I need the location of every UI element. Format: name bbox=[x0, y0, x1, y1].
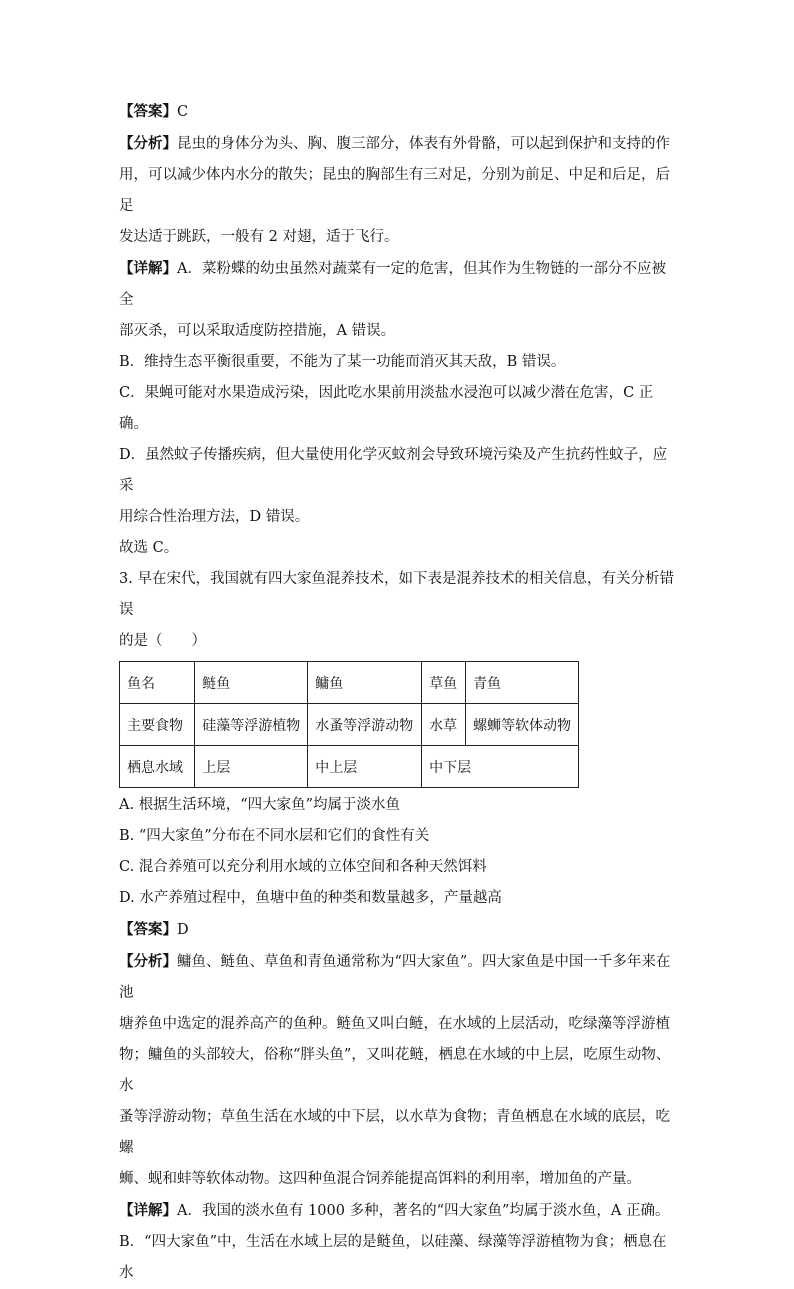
analysis-text: 昆虫的身体分为头、胸、腹三部分，体表有外骨骼，可以起到保护和支持的作 bbox=[177, 136, 670, 152]
q2-analysis-line-2: 用，可以减少体内水分的散失；昆虫的胸部生有三对足，分别为前足、中足和后足，后足 bbox=[119, 167, 670, 214]
q2-detail-line-2: 部灭杀，可以采取适度防控措施，A 错误。 bbox=[119, 323, 396, 339]
q3-analysis-line-1 bbox=[119, 946, 679, 1009]
document-content bbox=[119, 96, 679, 1289]
answer-label: 【答案】 bbox=[119, 921, 177, 938]
q2-conclusion: 故选 C。 bbox=[119, 540, 179, 556]
answer-value: C bbox=[177, 104, 189, 120]
q3-stem-line-2: 的是（ ） bbox=[119, 633, 206, 649]
q3-answer bbox=[119, 914, 679, 946]
q2-detail-line-6: 用综合性治理方法，D 错误。 bbox=[119, 509, 310, 525]
q3-analysis-line-5: 蛳、蚬和蚌等软体动物。这四种鱼混合饲养能提高饵料的利用率，增加鱼的产量。 bbox=[119, 1171, 641, 1187]
table-cell: 上层 bbox=[195, 746, 308, 788]
table-row bbox=[120, 662, 579, 704]
table-cell: 栖息水域 bbox=[120, 746, 195, 788]
table-cell: 螺蛳等软体动物 bbox=[466, 704, 579, 746]
analysis-label: 【分析】 bbox=[119, 135, 177, 152]
q3-option-d: D. 水产养殖过程中，鱼塘中鱼的种类和数量越多，产量越高 bbox=[119, 890, 502, 906]
q3-option-a: A. 根据生活环境，“四大家鱼”均属于淡水鱼 bbox=[119, 797, 401, 813]
table-cell: 青鱼 bbox=[466, 662, 579, 704]
analysis-label: 【分析】 bbox=[119, 953, 177, 970]
table-cell: 鲢鱼 bbox=[195, 662, 308, 704]
q2-detail-line-4: C．果蝇可能对水果造成污染，因此吃水果前用淡盐水浸泡可以减少潜在危害，C 正确。 bbox=[119, 385, 654, 432]
q3-detail-line-2: B．“四大家鱼”中，生活在水域上层的是鲢鱼，以硅藻、绿藻等浮游植物为食；栖息在水 bbox=[119, 1234, 667, 1281]
q3-detail-line-1 bbox=[119, 1195, 679, 1227]
q2-detail-line-3: B．维持生态平衡很重要，不能为了某一功能而消灭其天敌，B 错误。 bbox=[119, 354, 566, 370]
q3-analysis-line-4: 蚤等浮游动物；草鱼生活在水域的中下层，以水草为食物；青鱼栖息在水域的底层，吃螺 bbox=[119, 1109, 670, 1156]
detail-label: 【详解】 bbox=[119, 1202, 177, 1219]
detail-text: A．菜粉蝶的幼虫虽然对蔬菜有一定的危害，但其作为生物链的一部分不应被全 bbox=[119, 261, 666, 308]
q3-option-b: B. “四大家鱼”分布在不同水层和它们的食性有关 bbox=[119, 828, 430, 844]
table-cell: 鱼名 bbox=[120, 662, 195, 704]
q3-stem-line-1: 3. 早在宋代，我国就有四大家鱼混养技术，如下表是混养技术的相关信息，有关分析错误 bbox=[119, 571, 674, 618]
q2-analysis-line-3: 发达适于跳跃，一般有 2 对翅，适于飞行。 bbox=[119, 229, 399, 245]
answer-value: D bbox=[177, 922, 189, 938]
q2-answer bbox=[119, 96, 679, 128]
table-cell: 水草 bbox=[422, 704, 466, 746]
q2-detail-line-1 bbox=[119, 253, 679, 316]
q3-analysis-line-3: 物；鳙鱼的头部较大，俗称“胖头鱼”，又叫花鲢，栖息在水域的中上层，吃原生动物、水 bbox=[119, 1047, 671, 1094]
answer-label: 【答案】 bbox=[119, 103, 177, 120]
table-cell: 中下层 bbox=[422, 746, 579, 788]
detail-label: 【详解】 bbox=[119, 260, 177, 277]
analysis-text: 鳙鱼、鲢鱼、草鱼和青鱼通常称为“四大家鱼”。四大家鱼是中国一千多年来在池 bbox=[119, 954, 671, 1001]
table-cell: 水蚤等浮游动物 bbox=[308, 704, 422, 746]
q3-option-c: C. 混合养殖可以充分利用水域的立体空间和各种天然饵料 bbox=[119, 859, 487, 875]
table-cell: 草鱼 bbox=[422, 662, 466, 704]
table-cell: 主要食物 bbox=[120, 704, 195, 746]
fish-table bbox=[119, 661, 579, 788]
table-row bbox=[120, 704, 579, 746]
q3-analysis-line-2: 塘养鱼中选定的混养高产的鱼种。鲢鱼又叫白鲢，在水域的上层活动，吃绿藻等浮游植 bbox=[119, 1016, 670, 1032]
table-row bbox=[120, 746, 579, 788]
q2-detail-line-5: D．虽然蚊子传播疾病，但大量使用化学灭蚊剂会导致环境污染及产生抗药性蚊子，应采 bbox=[119, 447, 668, 494]
table-cell: 鳙鱼 bbox=[308, 662, 422, 704]
detail-text: A．我国的淡水鱼有 1000 多种，著名的“四大家鱼”均属于淡水鱼，A 正确。 bbox=[177, 1203, 670, 1219]
q2-analysis-line-1 bbox=[119, 128, 679, 160]
table-cell: 中上层 bbox=[308, 746, 422, 788]
table-cell: 硅藻等浮游植物 bbox=[195, 704, 308, 746]
